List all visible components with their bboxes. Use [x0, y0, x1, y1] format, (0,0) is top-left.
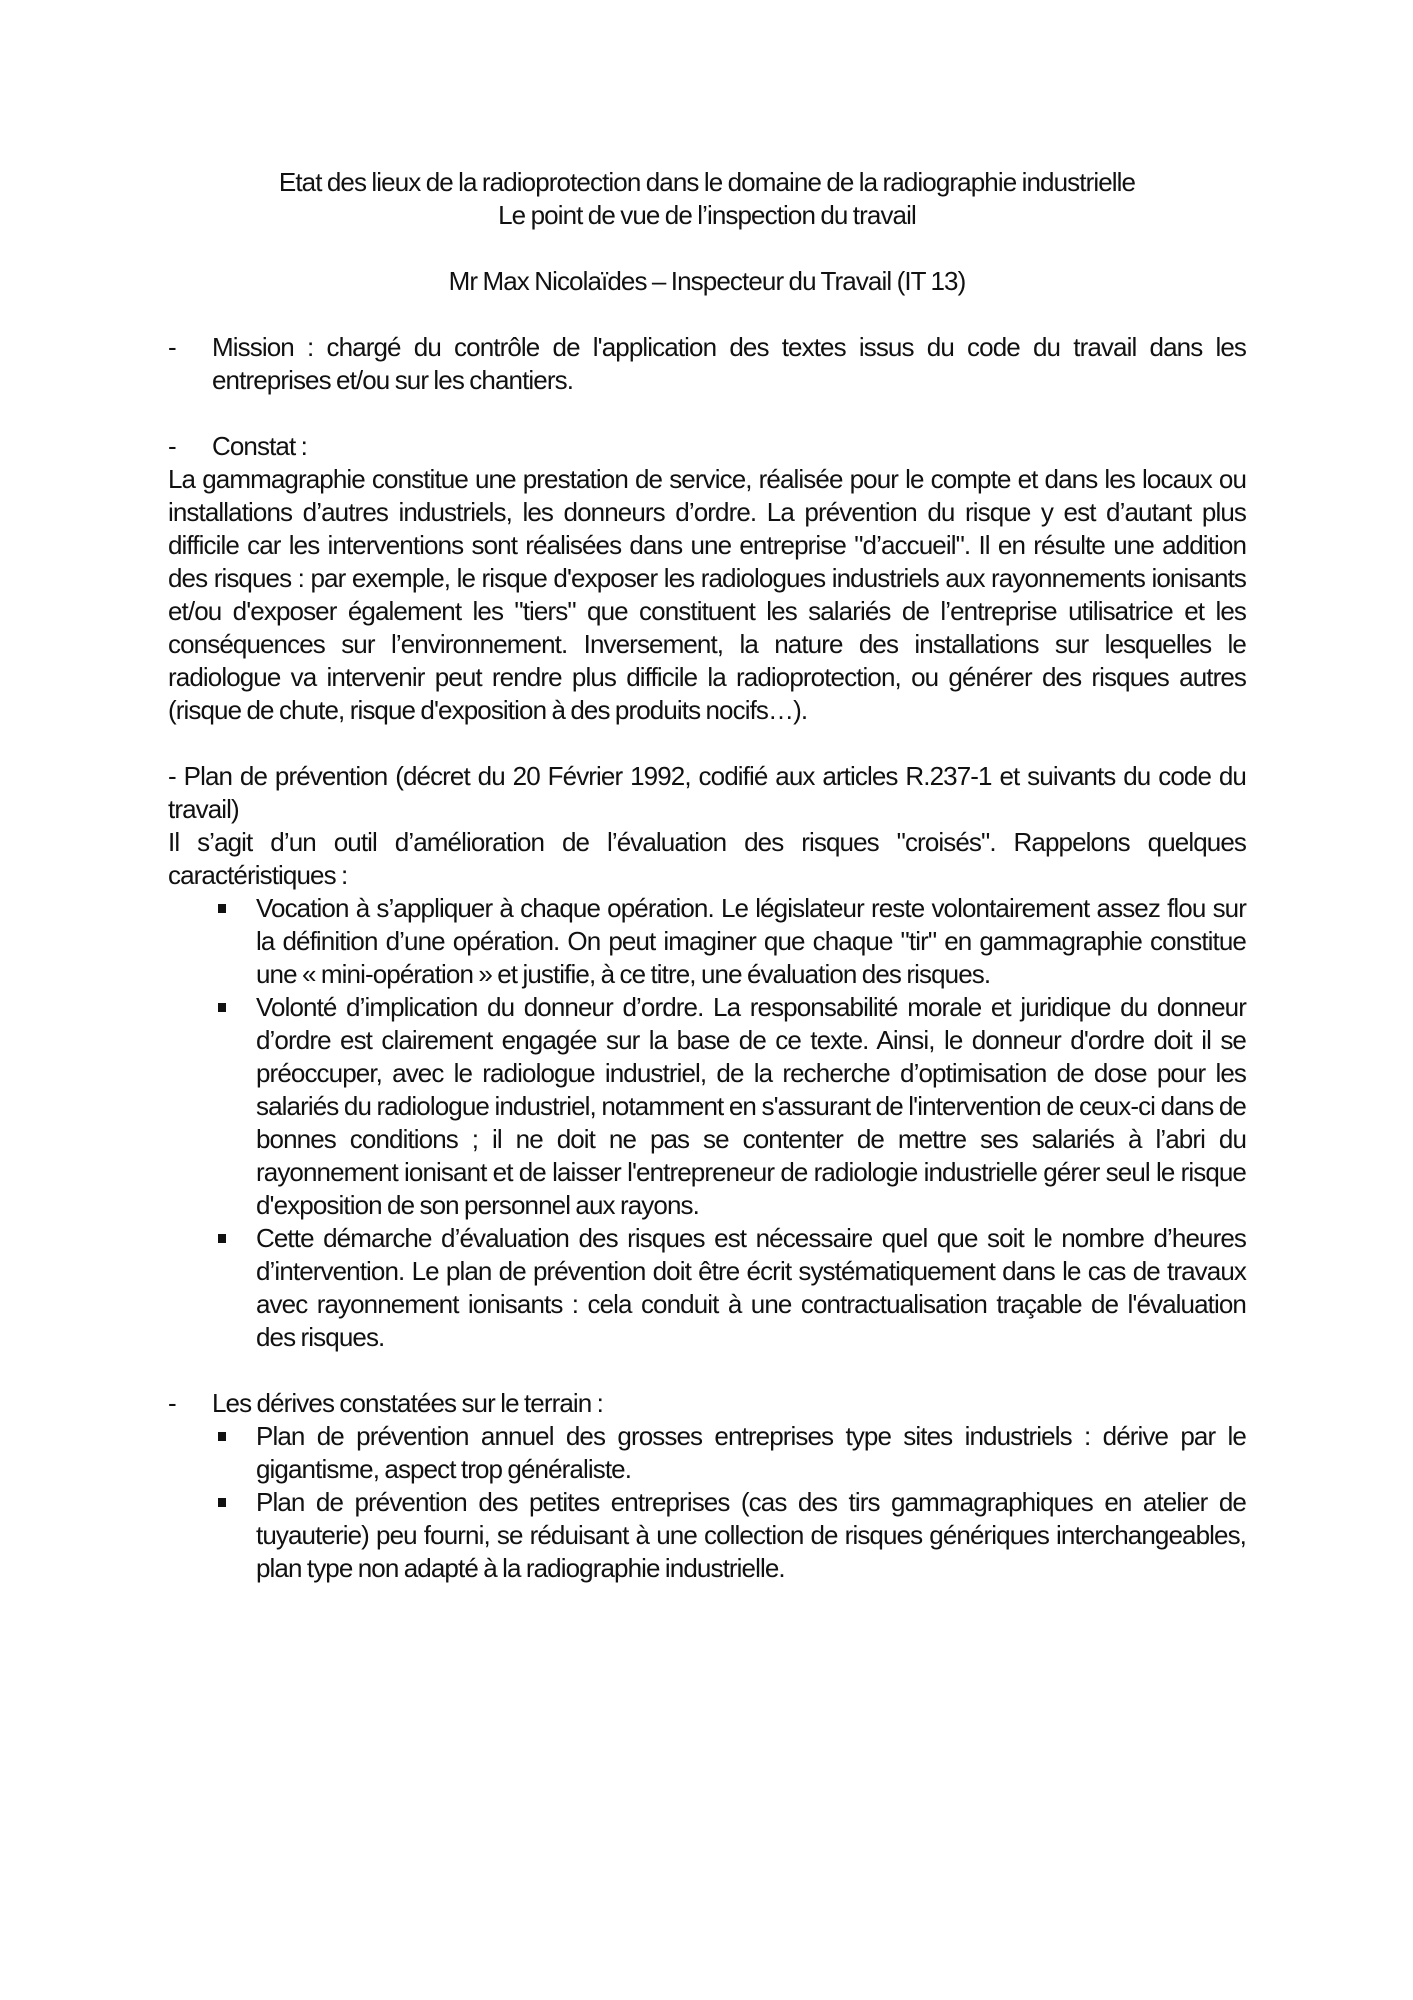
dash-marker: -	[168, 1388, 176, 1418]
list-item	[212, 1486, 1246, 1585]
derives-bullet-list	[168, 1420, 1246, 1585]
plan-heading: - Plan de prévention (décret du 20 Février 1992, codifié aux articles R.237-1 et suivants du code du travail)	[168, 761, 1246, 824]
list-item	[212, 892, 1246, 991]
square-bullet-icon	[218, 1234, 226, 1243]
constat-body: La gammagraphie constitue une prestation de service, réalisée pour le compte et dans les locaux ou installations d’autres industriels, les donneurs d’ordre. La prévention du risque y est d’autant plus difficile car les interventions sont réalisées dans une entreprise "d’accueil". Il en résulte une addition des risques : par exemple, le risque d'exposer les radiologues industriels aux rayonnements ionisants et/ou d'exposer également les "tiers" que constituent les salariés de l’entreprise utilisatrice et les conséquences sur l’environnement. Inversement, la nature des installations sur lesquelles le radiologue va intervenir peut rendre plus difficile la radioprotection, ou générer des risques autres (risque de chute, risque d'exposition à des produits nocifs…).	[168, 464, 1246, 725]
list-item	[212, 1222, 1246, 1354]
square-bullet-icon	[218, 1432, 226, 1441]
plan-intro: Il s’agit d’un outil d’amélioration de l’évaluation des risques "croisés". Rappelons quelques caractéristiques :	[168, 827, 1246, 890]
dash-item-constat	[168, 430, 1246, 463]
section-plan-prevention	[168, 760, 1246, 1354]
bullet-text: Cette démarche d’évaluation des risques est nécessaire quel que soit le nombre d’heures d’intervention. Le plan de prévention doit être écrit systématiquement dans le cas de travaux avec rayonnement ionisants : cela conduit à une contractualisation traçable de l'évaluation des risques.	[256, 1223, 1246, 1352]
title-line-2: Le point de vue de l’inspection du travail	[498, 200, 916, 230]
bullet-text: Volonté d’implication du donneur d’ordre. La responsabilité morale et juridique du donneur d’ordre est clairement engagée sur la base de ce texte. Ainsi, le donneur d'ordre doit il se préoccuper, avec le radiologue industriel, de la recherche d’optimisation de dose pour les salariés du radiologue industriel, notamment en s'assurant de l'intervention de ceux-ci dans de bonnes conditions ; il ne doit ne pas se contenter de mettre ses salariés à l’abri du rayonnement ionisant et de laisser l'entrepreneur de radiologie industrielle gérer seul le risque d'exposition de son personnel aux rayons.	[256, 992, 1246, 1220]
square-bullet-icon	[218, 1498, 226, 1507]
author-line: Mr Max Nicolaïdes – Inspecteur du Travail (IT 13)	[448, 266, 966, 296]
list-item	[212, 1420, 1246, 1486]
square-bullet-icon	[218, 1003, 226, 1012]
derives-heading: Les dérives constatées sur le terrain :	[212, 1388, 603, 1418]
section-derives	[168, 1387, 1246, 1585]
bullet-text: Vocation à s’appliquer à chaque opération. Le législateur reste volontairement assez flou sur la définition d’une opération. On peut imaginer que chaque "tir" en gammagraphie constitue une « mini-opération » et justifie, à ce titre, une évaluation des risques.	[256, 893, 1246, 989]
plan-bullet-list	[168, 892, 1246, 1354]
section-mission	[168, 331, 1246, 397]
bullet-text: Plan de prévention des petites entreprises (cas des tirs gammagraphiques en atelier de tuyauterie) peu fourni, se réduisant à une collection de risques génériques interchangeables, plan type non adapté à la radiographie industrielle.	[256, 1487, 1246, 1583]
list-item	[212, 991, 1246, 1222]
dash-item-mission	[168, 331, 1246, 397]
section-constat	[168, 430, 1246, 727]
constat-heading: Constat :	[212, 431, 307, 461]
document-page	[168, 166, 1246, 1585]
square-bullet-icon	[218, 904, 226, 913]
dash-marker: -	[168, 332, 176, 362]
dash-item-derives	[168, 1387, 1246, 1420]
mission-text: Mission : chargé du contrôle de l'application des textes issus du code du travail dans les entreprises et/ou sur les chantiers.	[212, 332, 1246, 395]
dash-marker: -	[168, 431, 176, 461]
bullet-text: Plan de prévention annuel des grosses entreprises type sites industriels : dérive par le gigantisme, aspect trop généraliste.	[256, 1421, 1246, 1484]
document-title	[168, 166, 1246, 232]
title-line-1: Etat des lieux de la radioprotection dans le domaine de la radiographie industrielle	[278, 167, 1136, 197]
